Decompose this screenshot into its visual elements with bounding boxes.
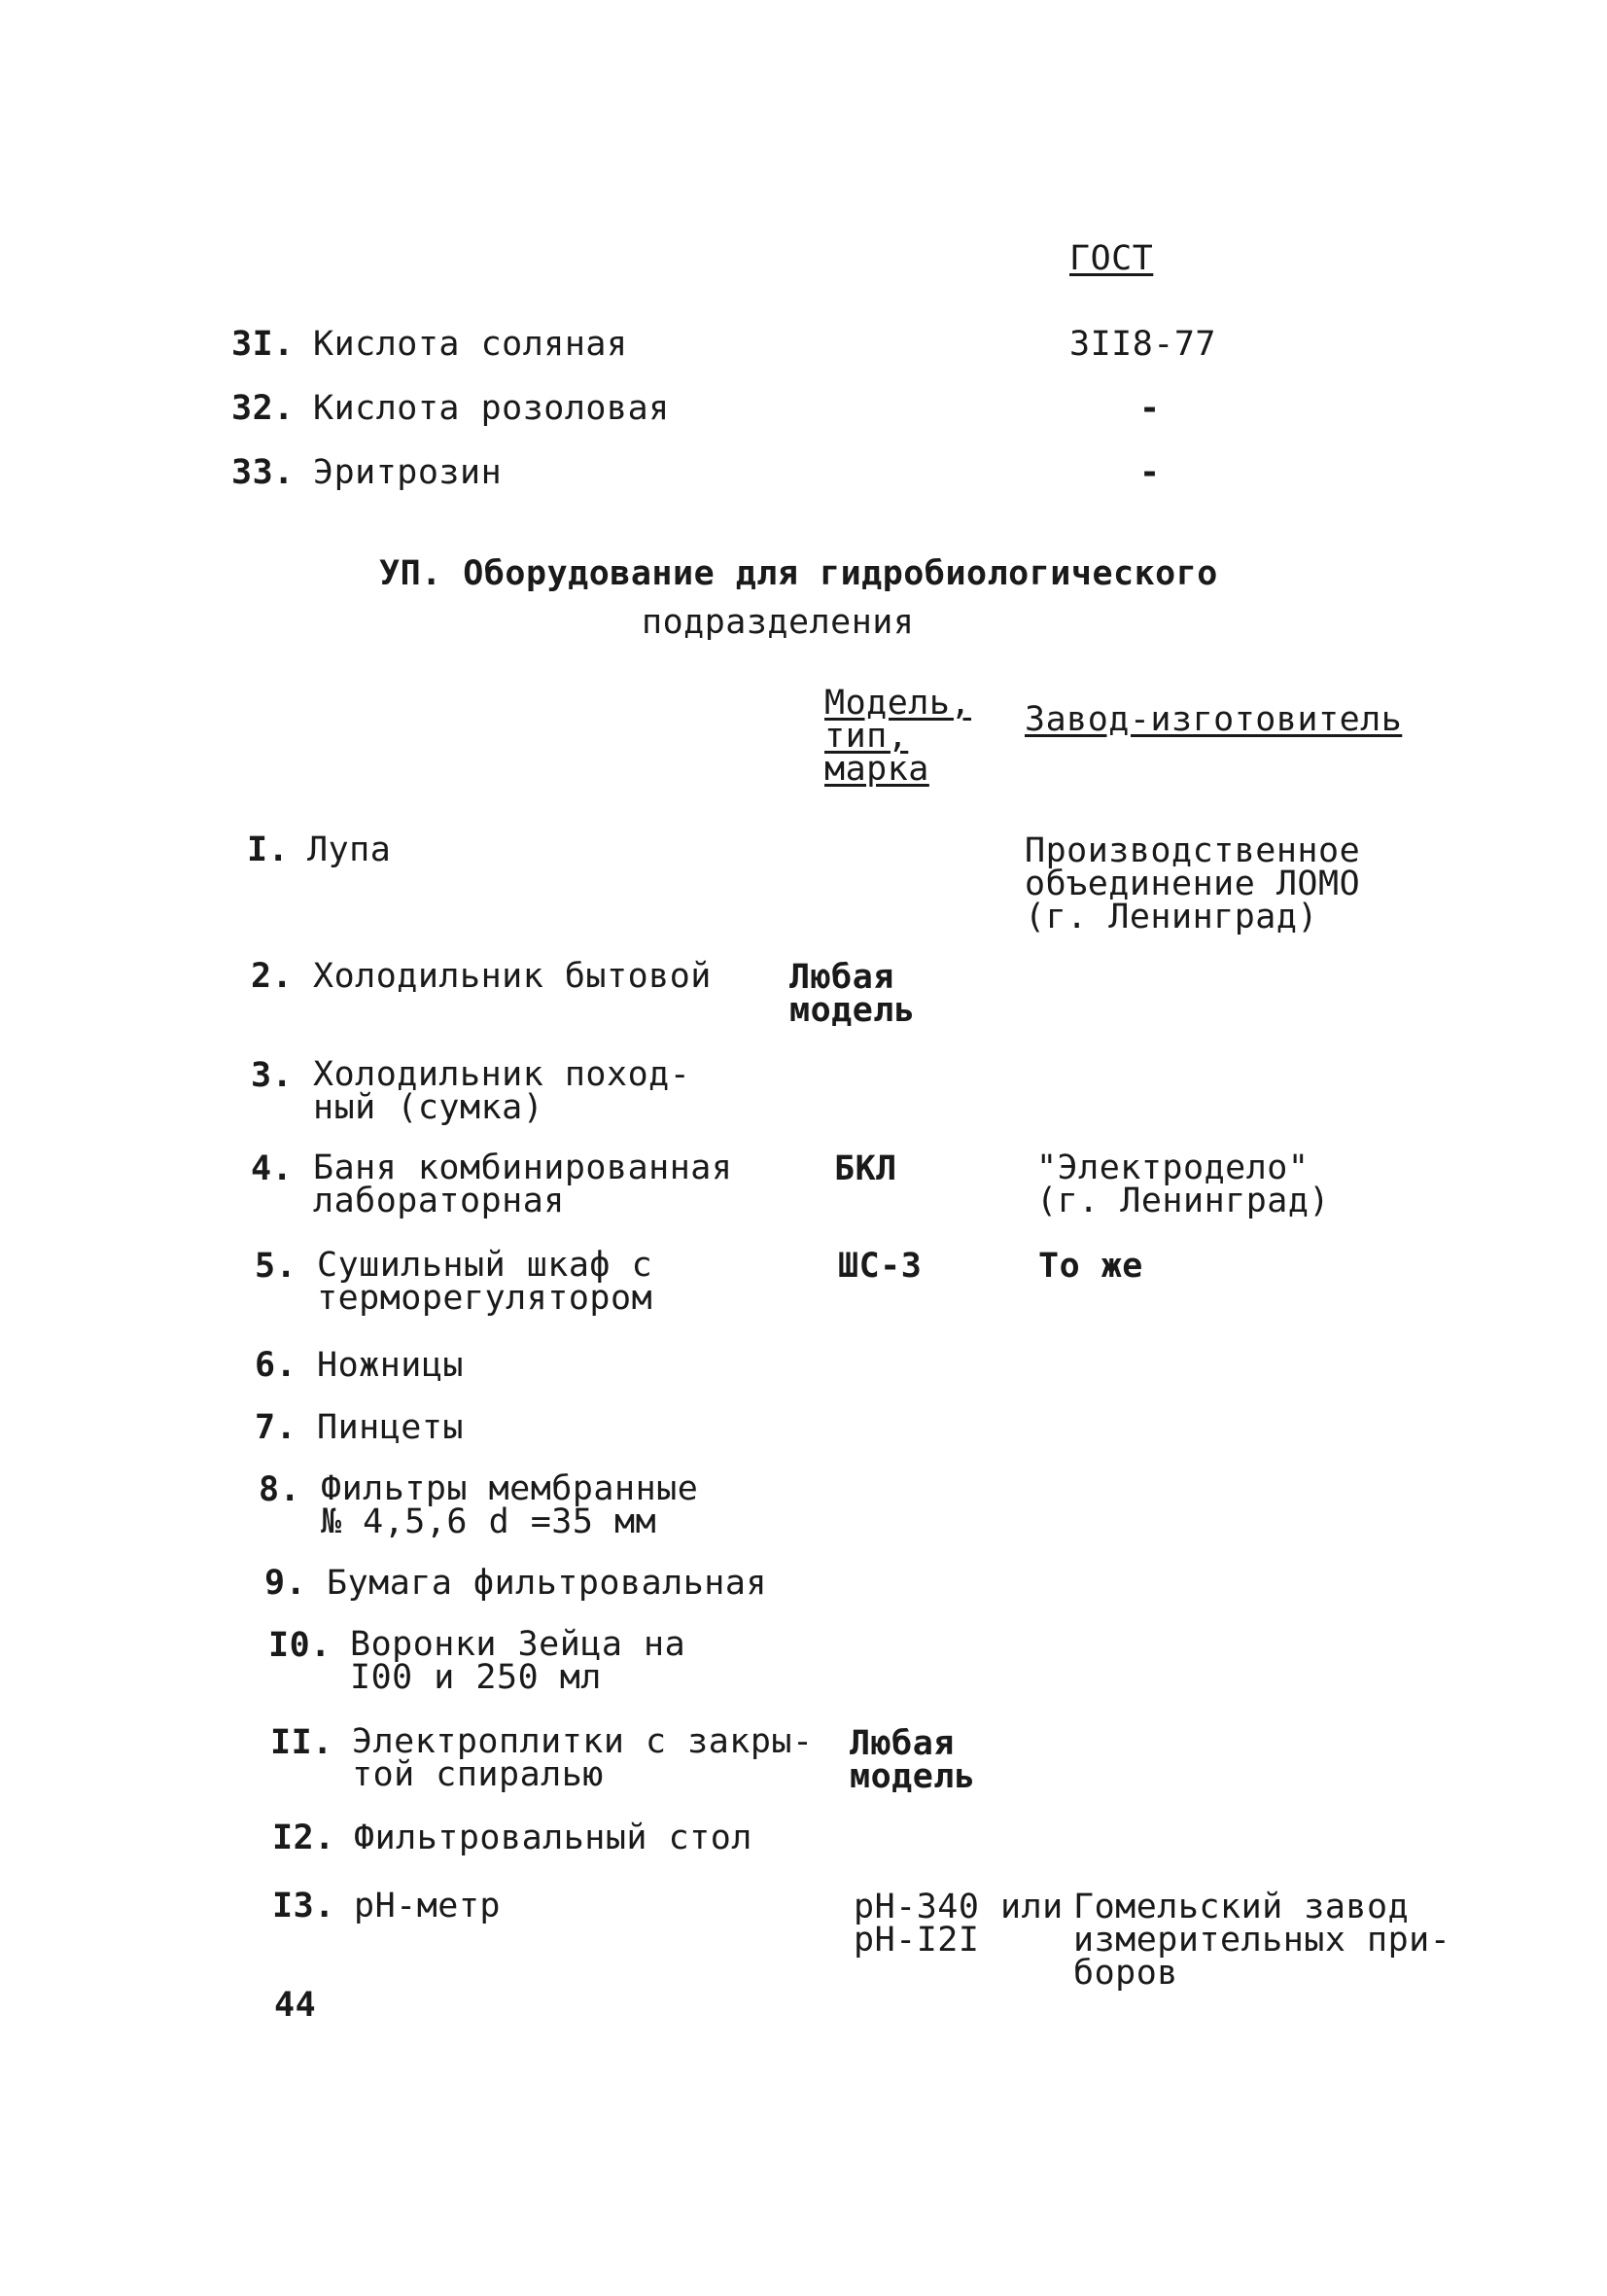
equipment-maker: "Электродело" (г. Ленинград) (1036, 1148, 1331, 1220)
equipment-name: рН-метр (354, 1887, 502, 1925)
equipment-maker: То же (1038, 1247, 1143, 1286)
equipment-model: Любая модель (850, 1724, 976, 1796)
equipment-name: Воронки Зейца на I00 и 250 мл (350, 1625, 686, 1697)
equipment-model: ШС-3 (838, 1247, 923, 1286)
equipment-number: I0. (268, 1626, 332, 1665)
equipment-model: БКЛ (834, 1149, 897, 1188)
reagent-gost: - (1139, 389, 1161, 428)
equipment-number: I3. (272, 1887, 335, 1925)
section-heading-line2: подразделения (642, 603, 915, 642)
equipment-name: Сушильный шкаф с терморегулятором (317, 1246, 653, 1318)
equipment-name: Холодильник поход- ный (сумка) (313, 1055, 691, 1127)
equipment-name: Лупа (307, 830, 392, 869)
equipment-number: 5. (255, 1247, 297, 1286)
equipment-name: Баня комбинированная лабораторная (313, 1148, 733, 1220)
reagent-number: 33. (231, 453, 295, 492)
equipment-number: 7. (255, 1408, 297, 1447)
reagent-number: 32. (231, 389, 295, 428)
equipment-number: 4. (251, 1149, 294, 1188)
reagent-name: Эритрозин (313, 453, 503, 492)
equipment-number: II. (270, 1723, 333, 1762)
equipment-maker: Гомельский завод измерительных при- боров (1073, 1888, 1451, 1993)
model-column-header: Модель, тип, марка (824, 684, 972, 789)
equipment-number: 6. (255, 1346, 297, 1385)
equipment-number: 3. (251, 1056, 294, 1095)
reagent-gost: - (1139, 453, 1161, 492)
equipment-name: Фильтровальный стол (354, 1819, 752, 1857)
page-number: 44 (274, 1986, 317, 2025)
equipment-number: 8. (259, 1470, 301, 1509)
equipment-number: I. (247, 830, 290, 869)
equipment-name: Холодильник бытовой (313, 957, 712, 996)
reagent-name: Кислота соляная (313, 325, 628, 364)
section-heading: УП. Оборудование для гидробиологического (379, 554, 1218, 593)
reagent-number: 3I. (231, 325, 295, 364)
gost-column-header: ГОСТ (1069, 239, 1154, 278)
equipment-model: рН-340 или рН-I2I (854, 1888, 1064, 1960)
equipment-maker: Производственное объединение ЛОМО (г. Ленинград) (1025, 831, 1361, 936)
equipment-name: Бумага фильтровальная (327, 1564, 768, 1603)
reagent-gost: 3II8-77 (1069, 325, 1217, 364)
equipment-name: Ножницы (317, 1346, 465, 1385)
equipment-number: 9. (264, 1564, 307, 1603)
reagent-name: Кислота розоловая (313, 389, 670, 428)
equipment-model: Любая модель (789, 958, 916, 1030)
equipment-name: Электроплитки с закры- той спиралью (352, 1722, 814, 1794)
equipment-name: Фильтры мембранные № 4,5,6 d =35 мм (321, 1469, 699, 1541)
equipment-number: 2. (251, 957, 294, 996)
equipment-name: Пинцеты (317, 1408, 465, 1447)
equipment-number: I2. (272, 1819, 335, 1857)
maker-column-header: Завод-изготовитель (1025, 700, 1403, 739)
